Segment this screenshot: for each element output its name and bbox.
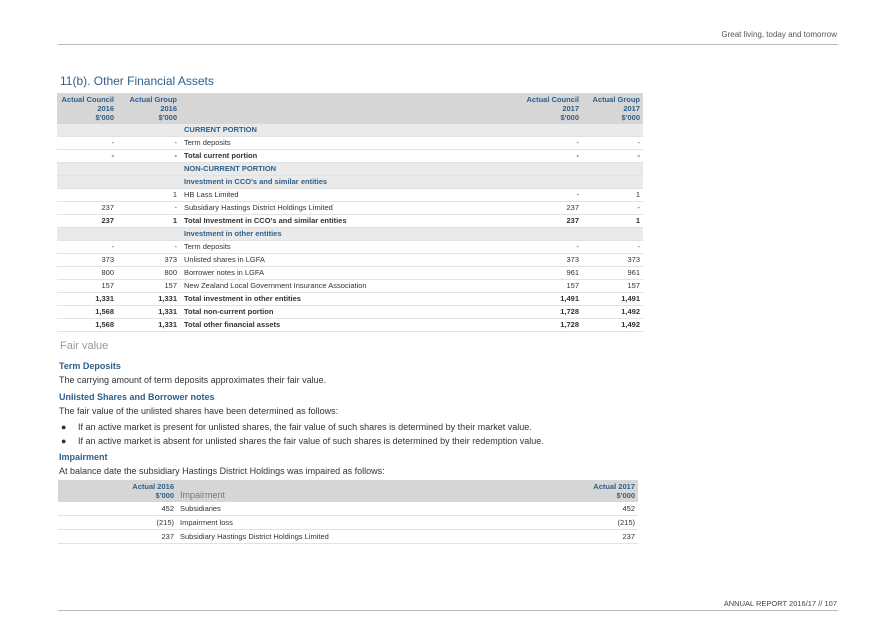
table-cell <box>57 124 117 137</box>
row-label: Total investment in other entities <box>180 293 521 306</box>
col-header-impairment: Impairment <box>177 480 562 502</box>
table-row <box>57 124 643 137</box>
row-label: Term deposits <box>180 137 521 150</box>
table-cell: 1,491 <box>582 293 643 306</box>
table-row <box>57 267 643 280</box>
row-label: HB Lass Limited <box>180 189 521 202</box>
table-cell: 1,331 <box>117 306 180 319</box>
table-cell <box>57 189 117 202</box>
row-label: Unlisted shares in LGFA <box>180 254 521 267</box>
row-label: CURRENT PORTION <box>180 124 521 137</box>
row-label: Term deposits <box>180 241 521 254</box>
impairment-header-row <box>58 480 638 502</box>
table-cell <box>117 228 180 241</box>
unlisted-shares-text: The fair value of the unlisted shares have been determined as follows: <box>59 406 339 416</box>
table-row <box>57 254 643 267</box>
table-cell: 800 <box>57 267 117 280</box>
table-cell: 1,728 <box>521 306 582 319</box>
table-cell: - <box>57 150 117 163</box>
table-cell: 157 <box>117 280 180 293</box>
table-cell: 1,568 <box>57 306 117 319</box>
row-label: Total current portion <box>180 150 521 163</box>
table-cell: 237 <box>521 215 582 228</box>
page-footer: ANNUAL REPORT 2016/17 // 107 <box>723 599 837 608</box>
table-cell: - <box>521 241 582 254</box>
table-cell: - <box>582 150 643 163</box>
table-cell <box>582 176 643 189</box>
table-cell: 373 <box>117 254 180 267</box>
row-label: Investment in other entities <box>180 228 521 241</box>
table-cell: 800 <box>117 267 180 280</box>
table-cell: 237 <box>57 202 117 215</box>
row-label: Total other financial assets <box>180 319 521 332</box>
fair-value-heading: Fair value <box>60 340 109 352</box>
table-cell <box>117 163 180 176</box>
footer-rule <box>58 610 838 611</box>
bullet-icon: ● <box>61 435 67 446</box>
table-cell <box>582 124 643 137</box>
table-cell: 1 <box>582 189 643 202</box>
col-header-council-2016: Actual Council 2016 $'000 <box>57 93 117 124</box>
table-cell <box>521 124 582 137</box>
table-cell: (215) <box>58 516 177 530</box>
table-cell: 1 <box>582 215 643 228</box>
row-label: Borrower notes in LGFA <box>180 267 521 280</box>
bullet-text: If an active market is absent for unlisted shares the fair value of such shares is determined by their redemption value. <box>78 435 544 446</box>
table-cell: 1,331 <box>117 293 180 306</box>
row-label: Subsidiaries <box>177 502 562 516</box>
row-label: Subsidiary Hastings District Holdings Limited <box>180 202 521 215</box>
table-row <box>57 150 643 163</box>
table-row <box>57 176 643 189</box>
col-header-group-2016: Actual Group 2016 $'000 <box>117 93 180 124</box>
section-title: 11(b). Other Financial Assets <box>60 74 214 88</box>
table-cell: 452 <box>58 502 177 516</box>
col-header-council-2017: Actual Council 2017 $'000 <box>521 93 582 124</box>
table-body <box>57 124 643 332</box>
page-tagline: Great living, today and tomorrow <box>721 30 837 39</box>
col-header-2016: Actual 2016 $'000 <box>58 480 177 502</box>
table-cell: - <box>117 137 180 150</box>
table-row <box>57 215 643 228</box>
table-row <box>57 228 643 241</box>
table-cell: - <box>117 202 180 215</box>
table-cell: - <box>521 150 582 163</box>
table-cell <box>521 163 582 176</box>
table-cell: 1,331 <box>117 319 180 332</box>
table-cell <box>57 163 117 176</box>
table-cell: 157 <box>57 280 117 293</box>
table-row <box>57 202 643 215</box>
table-cell: 373 <box>521 254 582 267</box>
table-cell <box>57 228 117 241</box>
table-cell: 1,568 <box>57 319 117 332</box>
row-label: Subsidiary Hastings District Holdings Limited <box>177 530 562 544</box>
table-cell: 237 <box>57 215 117 228</box>
table-cell <box>582 163 643 176</box>
table-row <box>57 280 643 293</box>
fair-value-bullet-list <box>59 421 544 448</box>
table-cell <box>117 124 180 137</box>
table-cell: 1,491 <box>521 293 582 306</box>
table-row <box>57 306 643 319</box>
table-row <box>57 241 643 254</box>
table-row <box>58 516 638 530</box>
bullet-text: If an active market is present for unlisted shares, the fair value of such shares is determined by their market value. <box>78 422 532 432</box>
impairment-heading: Impairment <box>59 452 108 462</box>
table-cell: - <box>521 189 582 202</box>
table-cell: - <box>582 202 643 215</box>
table-header-row <box>57 93 643 124</box>
row-label: New Zealand Local Government Insurance Association <box>180 280 521 293</box>
table-cell: - <box>582 241 643 254</box>
col-header-description <box>180 93 521 124</box>
list-item <box>59 421 544 435</box>
table-cell: - <box>57 241 117 254</box>
impairment-table <box>58 480 638 544</box>
impairment-text: At balance date the subsidiary Hastings District Holdings was impaired as follows: <box>59 466 385 476</box>
table-cell: 452 <box>562 502 638 516</box>
table-cell: 1,331 <box>57 293 117 306</box>
other-financial-assets-table <box>57 93 643 332</box>
table-cell: - <box>117 241 180 254</box>
term-deposits-heading: Term Deposits <box>59 361 121 371</box>
term-deposits-text: The carrying amount of term deposits approximates their fair value. <box>59 375 327 385</box>
row-label: NON-CURRENT PORTION <box>180 163 521 176</box>
table-row <box>58 502 638 516</box>
table-cell: - <box>117 150 180 163</box>
table-row <box>57 293 643 306</box>
table-cell: 1 <box>117 215 180 228</box>
table-cell: 1,728 <box>521 319 582 332</box>
row-label: Total Investment in CCO's and similar entities <box>180 215 521 228</box>
table-cell <box>582 228 643 241</box>
table-cell: 1,492 <box>582 306 643 319</box>
table-row <box>57 163 643 176</box>
table-cell: 237 <box>562 530 638 544</box>
table-cell: 1 <box>117 189 180 202</box>
table-cell: (215) <box>562 516 638 530</box>
row-label: Impairment loss <box>177 516 562 530</box>
table-row <box>57 319 643 332</box>
table-cell: - <box>521 137 582 150</box>
table-cell <box>117 176 180 189</box>
table-row <box>57 189 643 202</box>
table-cell: 157 <box>582 280 643 293</box>
unlisted-shares-heading: Unlisted Shares and Borrower notes <box>59 392 215 402</box>
table-cell <box>521 176 582 189</box>
table-cell: 157 <box>521 280 582 293</box>
table-cell: 237 <box>58 530 177 544</box>
header-rule <box>58 44 838 45</box>
table-cell: 961 <box>582 267 643 280</box>
table-row <box>58 530 638 544</box>
table-cell: - <box>582 137 643 150</box>
bullet-icon: ● <box>61 422 67 432</box>
table-cell: 373 <box>582 254 643 267</box>
row-label: Investment in CCO's and similar entities <box>180 176 521 189</box>
table-row <box>57 137 643 150</box>
col-header-2017: Actual 2017 $'000 <box>562 480 638 502</box>
col-header-group-2017: Actual Group 2017 $'000 <box>582 93 643 124</box>
impairment-table-body <box>58 502 638 544</box>
table-cell: - <box>57 137 117 150</box>
table-cell: 373 <box>57 254 117 267</box>
table-cell <box>521 228 582 241</box>
table-cell <box>57 176 117 189</box>
table-cell: 237 <box>521 202 582 215</box>
table-cell: 1,492 <box>582 319 643 332</box>
list-item <box>59 435 544 449</box>
table-cell: 961 <box>521 267 582 280</box>
row-label: Total non-current portion <box>180 306 521 319</box>
